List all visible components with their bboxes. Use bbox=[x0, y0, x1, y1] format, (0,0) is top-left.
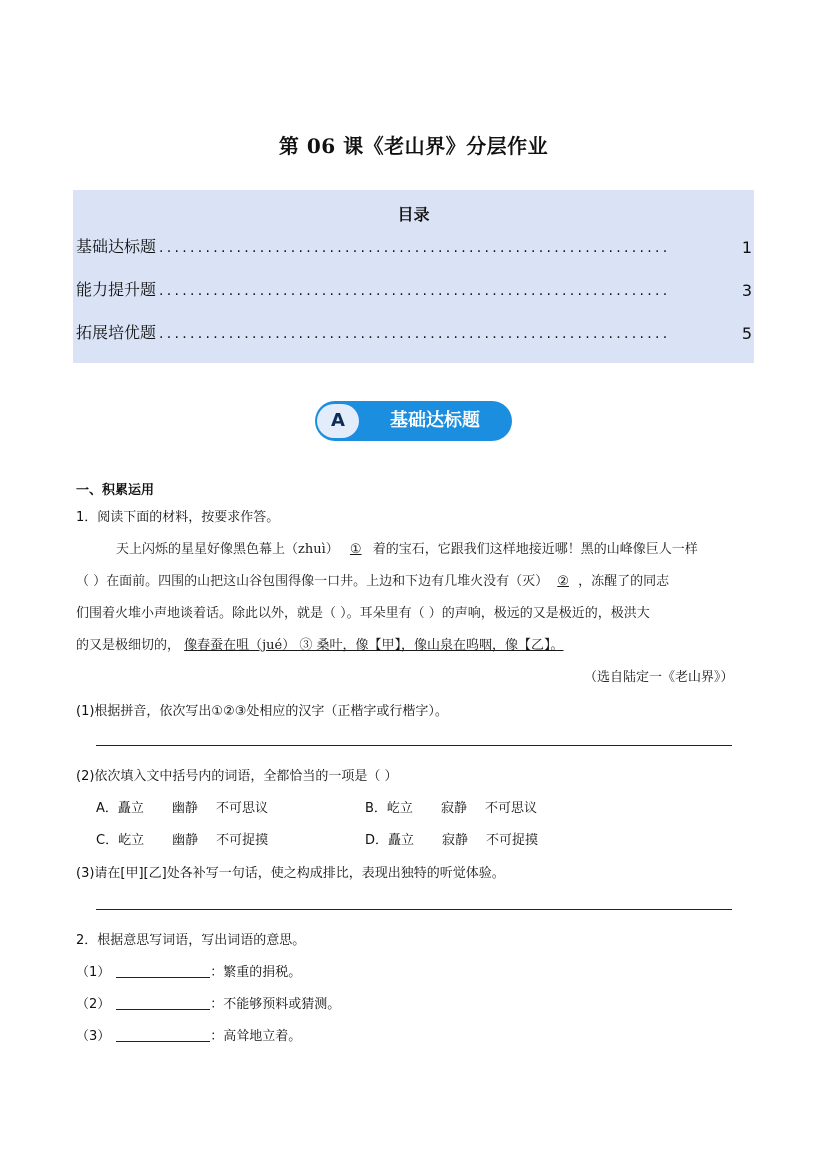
sub-question-1: (1)根据拼音，依次写出①②③处相应的汉字（正楷字或行楷字）。 bbox=[76, 704, 448, 719]
option-word: 不可捉摸 bbox=[486, 833, 539, 848]
option-word: 幽静 bbox=[171, 801, 198, 816]
toc-entry-label: 能力提升题 bbox=[76, 280, 157, 299]
option-word: 不可思议 bbox=[215, 801, 268, 816]
option-word: 矗立 bbox=[117, 801, 144, 816]
passage-line bbox=[76, 570, 669, 589]
toc-entry[interactable] bbox=[76, 319, 752, 343]
passage-source: （选自陆定一《老山界》） bbox=[584, 670, 734, 685]
option-key: B． bbox=[365, 801, 387, 816]
vocab-item bbox=[76, 1025, 301, 1044]
option-b[interactable] bbox=[365, 797, 537, 816]
blank-marker-1: ① bbox=[349, 542, 362, 557]
toc-entry-label: 基础达标题 bbox=[76, 237, 157, 256]
toc-leader-dots: .................................................................. bbox=[159, 326, 671, 342]
toc-entry-label: 拓展培优题 bbox=[76, 323, 157, 342]
toc-entry[interactable] bbox=[76, 276, 752, 300]
vocab-item-number: （3） bbox=[76, 1029, 111, 1044]
answer-line[interactable] bbox=[96, 909, 732, 910]
option-c[interactable] bbox=[96, 829, 268, 848]
toc-entry-page: 3 bbox=[741, 281, 752, 300]
passage-text: 的又是极细切的， bbox=[76, 638, 181, 653]
passage-text: 天上闪烁的星星好像黑色幕上（zhuì） bbox=[116, 542, 339, 557]
vocab-meaning: ：繁重的捐税。 bbox=[210, 965, 302, 980]
passage-underlined-text: 像春蚕在咀（jué） ③ 桑叶，像【甲】，像山泉在呜咽，像【乙】。 bbox=[184, 638, 564, 653]
toc-entry-page: 5 bbox=[741, 324, 752, 343]
passage-line: 们围着火堆小声地谈着话。除此以外，就是（ ）。耳朵里有（ ）的声响，极远的又是极近的，极洪大 bbox=[76, 606, 650, 621]
option-word: 寂静 bbox=[442, 833, 469, 848]
toc-entry[interactable] bbox=[76, 233, 752, 257]
option-key: C． bbox=[96, 833, 119, 848]
question-1-stem: 1．阅读下面的材料，按要求作答。 bbox=[76, 510, 280, 525]
option-key: D． bbox=[365, 833, 389, 848]
question-2-stem: 2．根据意思写词语，写出词语的意思。 bbox=[76, 933, 306, 948]
section-heading: 一、积累运用 bbox=[76, 483, 155, 498]
vocab-item bbox=[76, 961, 301, 980]
vocab-meaning: ：不能够预料或猜测。 bbox=[210, 997, 341, 1012]
vocab-meaning: ：高耸地立着。 bbox=[210, 1029, 302, 1044]
vocab-item-number: （2） bbox=[76, 997, 111, 1012]
option-word: 不可思议 bbox=[484, 801, 537, 816]
option-word: 不可捉摸 bbox=[216, 833, 269, 848]
passage-text: （ ）在面前。四围的山把这山谷包围得像一口井。上边和下边有几堆火没有（灭） bbox=[76, 574, 549, 589]
passage-line bbox=[76, 634, 570, 653]
option-word: 寂静 bbox=[440, 801, 467, 816]
table-of-contents bbox=[73, 190, 754, 363]
passage-text: ，冻醒了的同志 bbox=[578, 574, 670, 589]
option-key: A． bbox=[96, 801, 118, 816]
option-word: 屹立 bbox=[386, 801, 413, 816]
badge-label: 基础达标题 bbox=[390, 410, 480, 431]
sub-question-3: (3)请在[甲][乙]处各补写一句话，使之构成排比，表现出独特的听觉体验。 bbox=[76, 866, 505, 881]
vocab-blank[interactable] bbox=[116, 1029, 210, 1042]
option-word: 屹立 bbox=[118, 833, 145, 848]
toc-leader-dots: .................................................................. bbox=[159, 240, 671, 256]
page-title: 第 06 课《老山界》分层作业 bbox=[278, 134, 549, 158]
vocab-blank[interactable] bbox=[116, 997, 210, 1010]
toc-entry-page: 1 bbox=[741, 238, 752, 257]
vocab-blank[interactable] bbox=[116, 965, 210, 978]
option-a[interactable] bbox=[96, 797, 268, 816]
option-d[interactable] bbox=[365, 829, 538, 848]
passage-line bbox=[116, 538, 698, 557]
option-word: 矗立 bbox=[388, 833, 415, 848]
vocab-item bbox=[76, 993, 340, 1012]
passage-text: 着的宝石，它跟我们这样地接近哪！黑的山峰像巨人一样 bbox=[372, 542, 698, 557]
answer-line[interactable] bbox=[96, 745, 732, 746]
badge-letter: A bbox=[331, 410, 345, 431]
section-badge bbox=[315, 401, 512, 441]
toc-leader-dots: .................................................................. bbox=[159, 283, 671, 299]
option-word: 幽静 bbox=[172, 833, 199, 848]
toc-heading: 目录 bbox=[397, 205, 430, 224]
blank-marker-2: ② bbox=[557, 574, 569, 589]
sub-question-2: (2)依次填入文中括号内的词语，全都恰当的一项是（ ） bbox=[76, 769, 398, 784]
vocab-item-number: （1） bbox=[76, 965, 111, 980]
